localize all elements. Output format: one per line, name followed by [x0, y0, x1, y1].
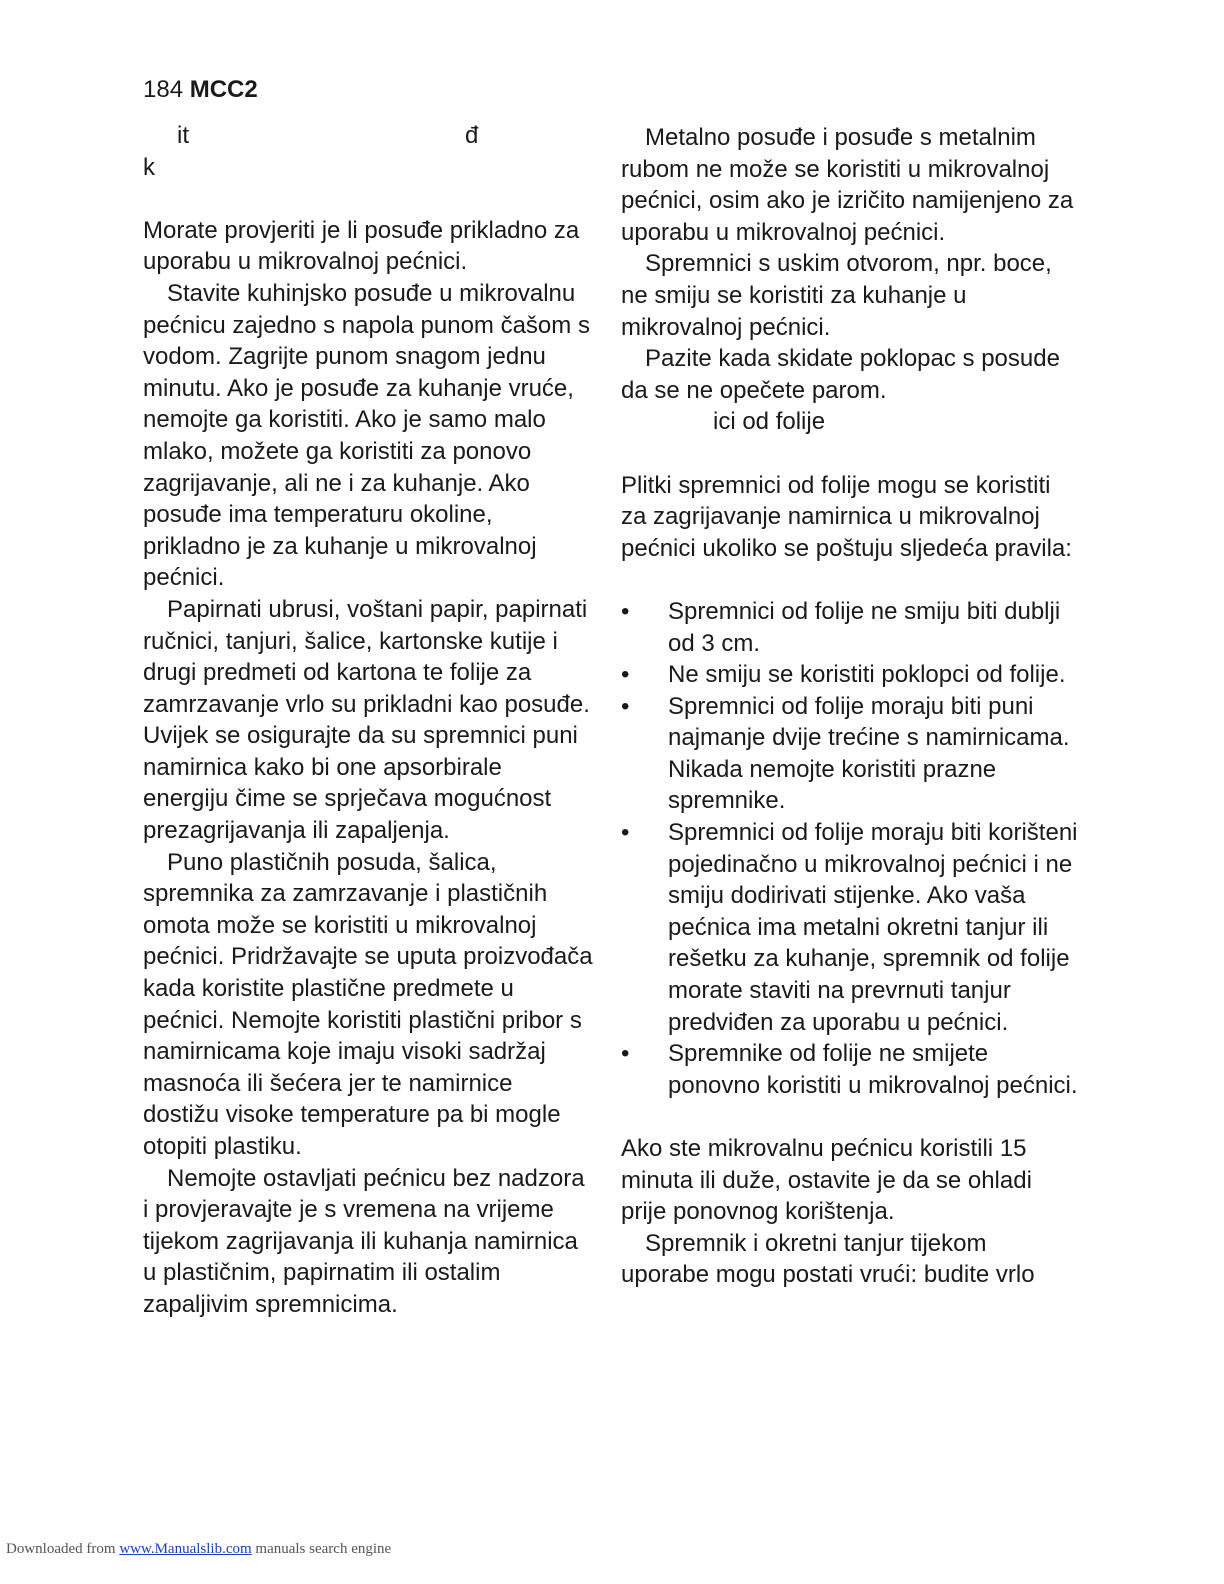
list-item: • Spremnici od folije ne smiju biti dublji od 3 cm. — [621, 596, 1081, 659]
foil-heading-fragment: ici od folije — [713, 408, 826, 436]
paragraph-check-cookware: Morate provjeriti je li posuđe prikladno za uporabu u mikrovalnoj pećnici. — [143, 216, 580, 276]
list-item: • Spremnici od folije moraju biti korišteni pojedinačno u mikrovalnoj pećnici i ne smiju dodirivati stijenke. Ako vaša pećnica ima metalni okretni tanjur ili rešetku za kuhanje, spremnik od folije morate staviti na prevrnuti tanjur predviđen za uporabu u pećnici. — [621, 817, 1081, 1038]
paragraph-foil-intro: Plitki spremnici od folije mogu se koristiti za zagrijavanje namirnica u mikrovalnoj pećnici ukoliko se poštuju sljedeća pravila: — [621, 471, 1072, 562]
model-name: MCC2 — [189, 76, 258, 103]
paragraph-cooling: Ako ste mikrovalnu pećnicu koristili 15 minuta ili duže, ostavite je da se ohladi prije ponovnog korištenja. — [621, 1135, 1032, 1226]
paragraph-narrow-containers: Spremnici s uskim otvorom, npr. boce, ne smiju se koristiti za kuhanje u mikrovalnoj pećnici. — [621, 250, 1052, 341]
heading-fragment-it: it — [177, 122, 189, 149]
paragraph-steam-warning: Pazite kada skidate poklopac s posude da se ne opečete parom. — [621, 345, 1060, 404]
heading-fragment-line-2 — [143, 152, 593, 184]
list-item: • Spremnici od folije moraju biti puni najmanje dvije trećine s namirnicama. Nikada nemojte koristiti prazne spremnike. — [621, 691, 1081, 817]
heading-fragment-dj: đ — [465, 122, 479, 149]
heading-fragment-k: k — [143, 153, 155, 181]
paragraph-metal-cookware: Metalno posuđe i posuđe s metalnim rubom ne može se koristiti u mikrovalnoj pećnici, osim ako je izričito namijenjeno za uporabu u mikrovalnoj pećnici. — [621, 124, 1074, 246]
paragraph-water-test: Stavite kuhinjsko posuđe u mikrovalnu pećnicu zajedno s napola punom čašom s vodom. Zagrijte punom snagom jednu minutu. Ako je posuđe za kuhanje vruće, nemojte ga koristiti. Ako je samo malo mlako, možete ga koristiti za ponovo zagrijavanje, ali ne i za kuhanje. Ako posuđe ima temperaturu okoline, prikladno je za kuhanje u mikrovalnoj pećnici. — [143, 279, 590, 592]
download-footer — [6, 1541, 391, 1558]
left-column — [143, 120, 593, 1321]
list-item: • Ne smiju se koristiti poklopci od folije. — [621, 659, 1081, 691]
paragraph-supervision: Nemojte ostavljati pećnicu bez nadzora i provjeravajte je s vremena na vrijeme tijekom zagrijavanja ili kuhanja namirnica u plastičnim, papirnatim ili ostalim zapaljivim spremnicima. — [143, 1164, 585, 1318]
paragraph-paper-items: Papirnati ubrusi, voštani papir, papirnati ručnici, tanjuri, šalice, kartonske kutije i drugi predmeti od kartona te folije za zamrzavanje vrlo su prikladni kao posuđe. Uvijek se osigurajte da su spremnici puni namirnica kako bi one apsorbirale energiju čime se sprječava mogućnost prezagrijavanja ili zapaljenja. — [143, 595, 590, 845]
paragraph-hot-parts: Spremnik i okretni tanjur tijekom uporabe mogu postati vrući: budite vrlo — [621, 1229, 1035, 1289]
footer-suffix: manuals search engine — [255, 1541, 392, 1557]
paragraph-plastic-items: Puno plastičnih posuda, šalica, spremnika za zamrzavanje i plastičnih omota može se koristiti u mikrovalnoj pećnici. Pridržavajte se uputa proizvođača kada koristite plastične predmete u pećnici. Nemojte koristiti plastični pribor s namirnicama koje imaju visoki sadržaj masnoća ili šećera jer te namirnice dostižu visoke temperature pa bi mogle otopiti plastiku. — [143, 848, 593, 1160]
page-header — [143, 74, 258, 106]
list-item: • Spremnike od folije ne smijete ponovno koristiti u mikrovalnoj pećnici. — [621, 1038, 1081, 1101]
foil-rules-list — [621, 596, 1081, 1102]
footer-prefix: Downloaded from — [6, 1541, 116, 1557]
foil-heading-line — [621, 406, 1081, 438]
heading-fragment-line-1 — [143, 120, 593, 152]
right-column — [621, 122, 1081, 1291]
page-number: 184 — [143, 76, 184, 103]
manualslib-link[interactable]: www.Manualslib.com — [119, 1541, 252, 1557]
